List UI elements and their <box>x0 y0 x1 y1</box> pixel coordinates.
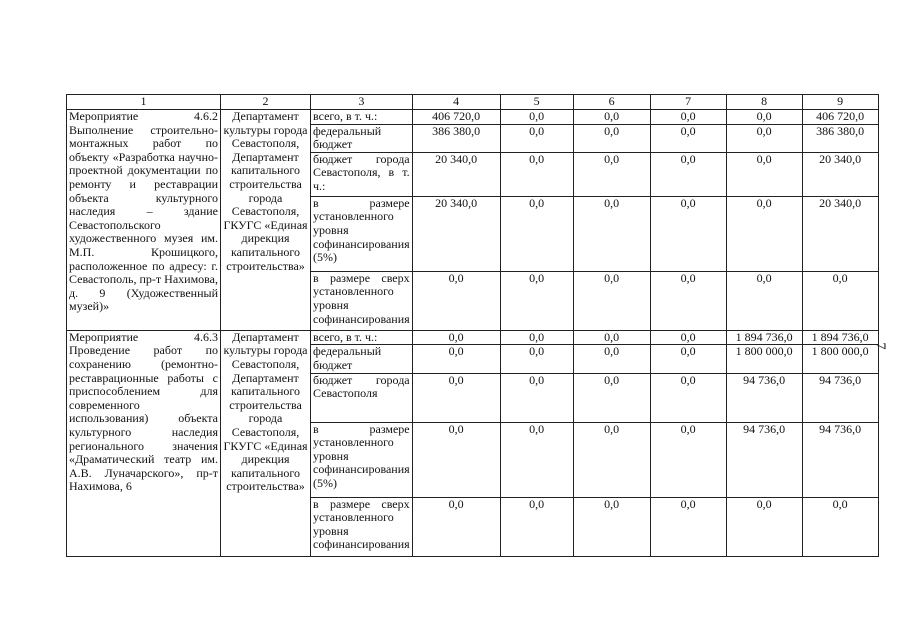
amount-cell: 0,0 <box>412 497 500 556</box>
amount-cell: 0,0 <box>726 196 802 271</box>
amount-cell: 94 736,0 <box>802 373 878 422</box>
amount-cell: 0,0 <box>573 110 650 125</box>
amount-cell: 0,0 <box>573 422 650 497</box>
amount-cell: 0,0 <box>650 373 726 422</box>
amount-cell: 386 380,0 <box>802 124 878 152</box>
amount-cell: 94 736,0 <box>802 422 878 497</box>
amount-cell: 406 720,0 <box>412 110 500 125</box>
amount-cell: 0,0 <box>650 196 726 271</box>
amount-cell: 0,0 <box>726 110 802 125</box>
funding-source: всего, в т. ч.: <box>311 330 413 345</box>
budget-table <box>66 94 879 557</box>
amount-cell: 0,0 <box>650 330 726 345</box>
funding-source: бюджет города Севастополя, в т. ч.: <box>311 152 413 196</box>
column-number: 2 <box>221 95 311 110</box>
amount-cell: 20 340,0 <box>412 196 500 271</box>
amount-cell: 94 736,0 <box>726 373 802 422</box>
funding-source: в размере сверх установленного уровня софинансирования <box>311 497 413 556</box>
measure-description: Мероприятие 4.6.3 Проведение работ по сохранению (ремонтно-реставрационные работы с приспособлением для современного использования) объекта культурного наследия регионального значения «Драматический театр им. А.В. Луначарского», пр-т Нахимова, 6 <box>67 330 221 556</box>
amount-cell: 0,0 <box>412 330 500 345</box>
column-number: 9 <box>802 95 878 110</box>
funding-source: федеральный бюджет <box>311 124 413 152</box>
amount-cell: 0,0 <box>500 110 573 125</box>
page-number: 7 <box>872 342 888 350</box>
amount-cell: 1 894 736,0 <box>802 330 878 345</box>
amount-cell: 0,0 <box>650 345 726 373</box>
amount-cell: 20 340,0 <box>802 196 878 271</box>
column-number: 1 <box>67 95 221 110</box>
amount-cell: 0,0 <box>650 110 726 125</box>
amount-cell: 0,0 <box>500 422 573 497</box>
amount-cell: 0,0 <box>726 152 802 196</box>
column-number: 5 <box>500 95 573 110</box>
amount-cell: 0,0 <box>650 497 726 556</box>
amount-cell: 0,0 <box>412 422 500 497</box>
amount-cell: 0,0 <box>500 373 573 422</box>
amount-cell: 0,0 <box>726 497 802 556</box>
column-number: 8 <box>726 95 802 110</box>
amount-cell: 0,0 <box>500 196 573 271</box>
amount-cell: 94 736,0 <box>726 422 802 497</box>
table-row <box>67 330 879 345</box>
amount-cell: 0,0 <box>802 497 878 556</box>
amount-cell: 1 894 736,0 <box>726 330 802 345</box>
amount-cell: 1 800 000,0 <box>802 345 878 373</box>
amount-cell: 0,0 <box>500 497 573 556</box>
amount-cell: 0,0 <box>726 271 802 330</box>
amount-cell: 20 340,0 <box>802 152 878 196</box>
amount-cell: 0,0 <box>500 271 573 330</box>
amount-cell: 0,0 <box>573 152 650 196</box>
amount-cell: 0,0 <box>500 152 573 196</box>
amount-cell: 386 380,0 <box>412 124 500 152</box>
amount-cell: 0,0 <box>650 124 726 152</box>
funding-source: всего, в т. ч.: <box>311 110 413 125</box>
measure-description: Мероприятие 4.6.2 Выполнение строительно-монтажных работ по объекту «Разработка научно-проектной документации по ремонту и реставрации объекта культурного наследия – здание Севастопольского художественного музея им. М.П. Крошицкого, расположенное по адресу: г. Севастополь, пр-т Нахимова, д. 9 (Художественный музей)» <box>67 110 221 331</box>
amount-cell: 0,0 <box>573 345 650 373</box>
column-number-row <box>67 95 879 110</box>
amount-cell: 0,0 <box>726 124 802 152</box>
amount-cell: 0,0 <box>500 124 573 152</box>
funding-source: в размере сверх установленного уровня софинансирования <box>311 271 413 330</box>
column-number: 6 <box>573 95 650 110</box>
executor: Департамент культуры города Севастополя, Департамент капитального строительства города Севастополя, ГКУГС «Единая дирекция капитального строительства» <box>221 330 311 556</box>
table-row <box>67 110 879 125</box>
amount-cell: 0,0 <box>500 330 573 345</box>
amount-cell: 0,0 <box>573 124 650 152</box>
amount-cell: 0,0 <box>650 422 726 497</box>
funding-source: федеральный бюджет <box>311 345 413 373</box>
column-number: 4 <box>412 95 500 110</box>
amount-cell: 0,0 <box>573 497 650 556</box>
amount-cell: 0,0 <box>573 196 650 271</box>
amount-cell: 0,0 <box>802 271 878 330</box>
amount-cell: 0,0 <box>412 271 500 330</box>
funding-source: бюджет города Севастополя <box>311 373 413 422</box>
amount-cell: 0,0 <box>500 345 573 373</box>
amount-cell: 20 340,0 <box>412 152 500 196</box>
executor: Департамент культуры города Севастополя, Департамент капитального строительства города Севастополя, ГКУГС «Единая дирекция капитального строительства» <box>221 110 311 331</box>
amount-cell: 0,0 <box>650 152 726 196</box>
column-number: 3 <box>311 95 413 110</box>
amount-cell: 0,0 <box>573 330 650 345</box>
column-number: 7 <box>650 95 726 110</box>
amount-cell: 0,0 <box>573 271 650 330</box>
amount-cell: 406 720,0 <box>802 110 878 125</box>
amount-cell: 0,0 <box>412 345 500 373</box>
amount-cell: 0,0 <box>573 373 650 422</box>
amount-cell: 0,0 <box>412 373 500 422</box>
amount-cell: 0,0 <box>650 271 726 330</box>
funding-source: в размере установленного уровня софинансирования (5%) <box>311 422 413 497</box>
funding-source: в размере установленного уровня софинансирования (5%) <box>311 196 413 271</box>
amount-cell: 1 800 000,0 <box>726 345 802 373</box>
